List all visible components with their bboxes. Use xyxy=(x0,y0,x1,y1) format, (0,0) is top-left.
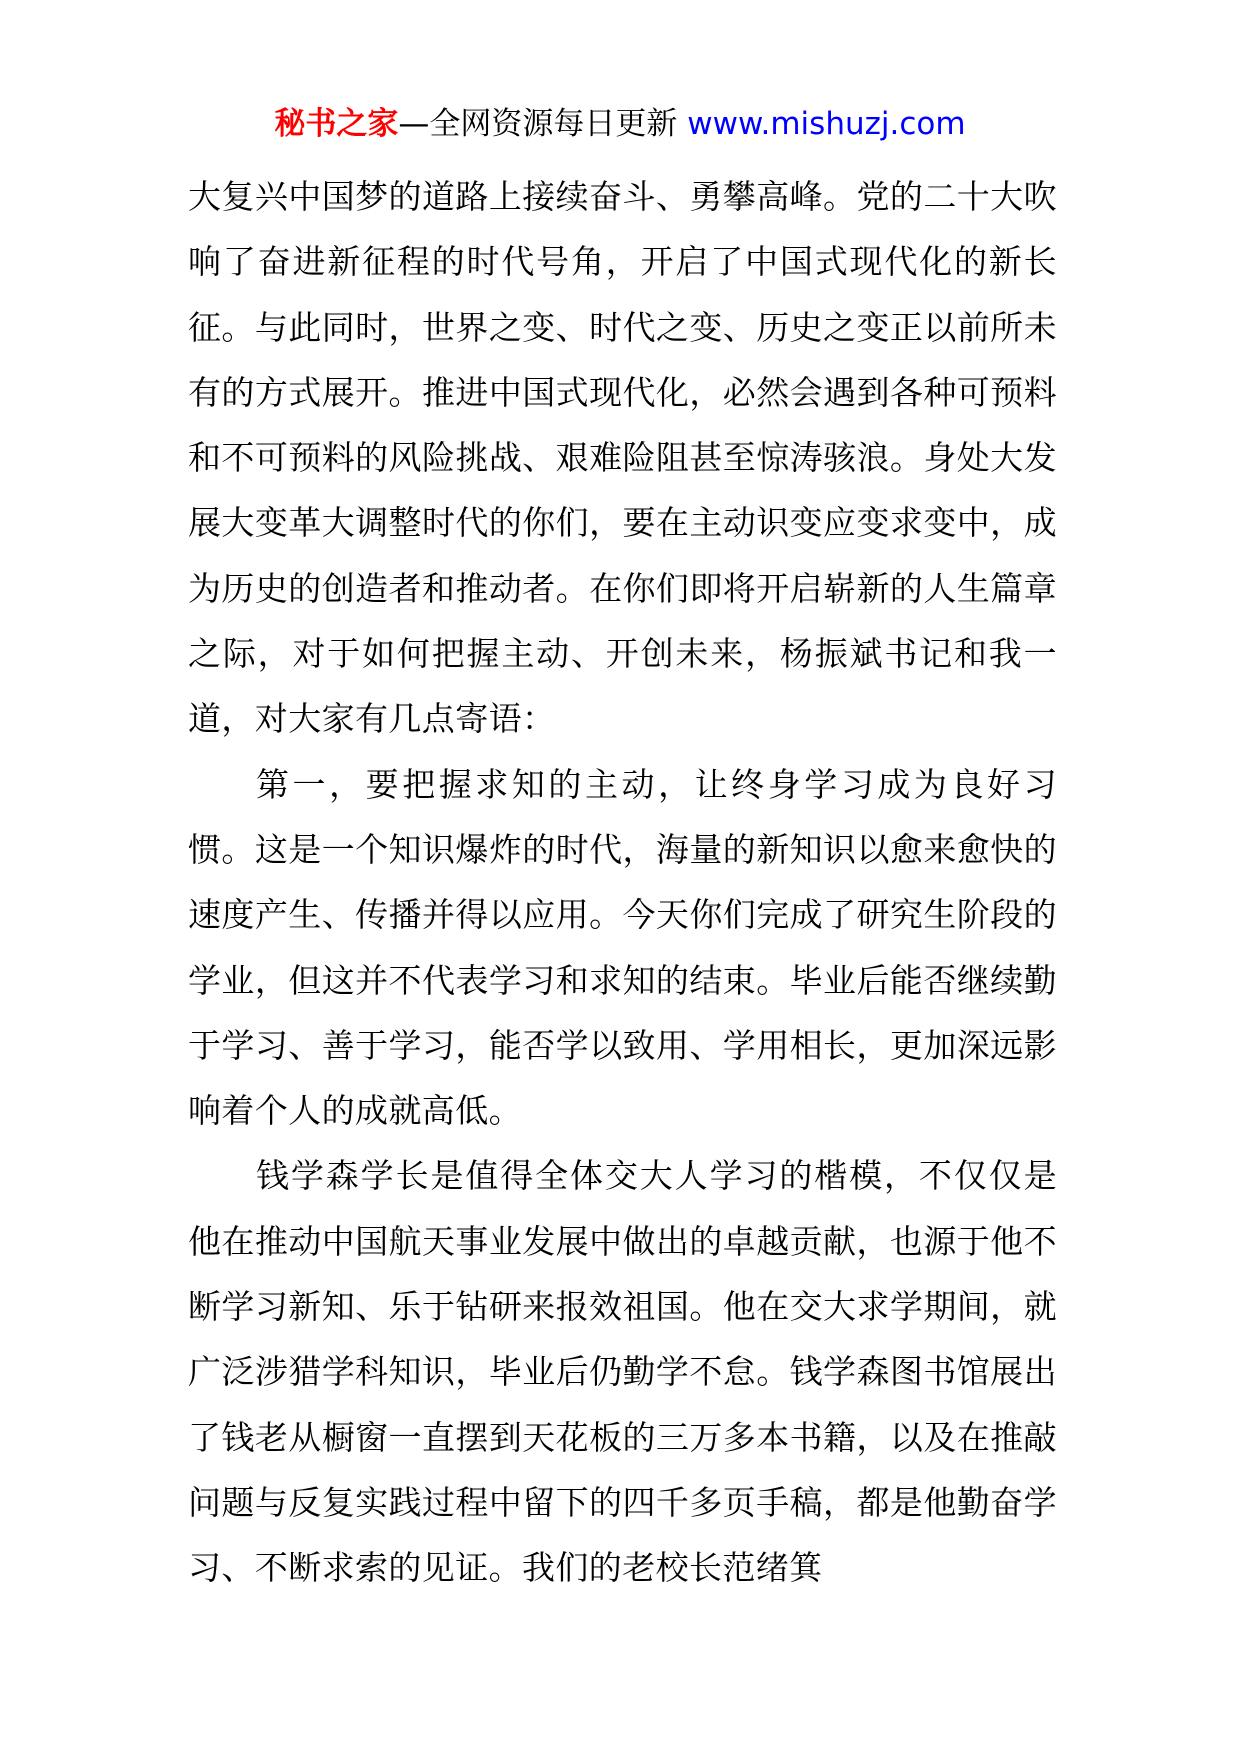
paragraph-qian-xuesen: 钱学森学长是值得全体交大人学习的楷模，不仅仅是他在推动中国航天事业发展中做出的卓越贡献，也源于他不断学习新知、乐于钻研来报效祖国。他在交大求学期间，就广泛涉猎学科知识，毕业后仍勤学不怠。钱学森图书馆展出了钱老从橱窗一直摆到天花板的三万多本书籍，以及在推敲问题与反复实践过程中留下的四千多页手稿，都是他勤奋学习、不断求索的见证。我们的老校长范绪箕 xyxy=(188,1156,1057,1588)
page-header xyxy=(0,102,1240,146)
site-tagline: —全网资源每日更新 xyxy=(398,106,688,142)
site-brand: 秘书之家 xyxy=(274,106,399,142)
site-url-link[interactable]: www.mishuzj.com xyxy=(687,106,966,142)
paragraph-point-one: 第一，要把握求知的主动，让终身学习成为良好习惯。这是一个知识爆炸的时代，海量的新知识以愈来愈快的速度产生、传播并得以应用。今天你们完成了研究生阶段的学业，但这并不代表学习和求知的结束。毕业后能否继续勤于学习、善于学习，能否学以致用、学用相长，更加深远影响着个人的成就高低。 xyxy=(188,764,1057,1131)
paragraph-continued: 大复兴中国梦的道路上接续奋斗、勇攀高峰。党的二十大吹响了奋进新征程的时代号角，开启了中国式现代化的新长征。与此同时，世界之变、时代之变、历史之变正以前所未有的方式展开。推进中国式现代化，必然会遇到各种可预料和不可预料的风险挑战、艰难险阻甚至惊涛骇浪。身处大发展大变革大调整时代的你们，要在主动识变应变求变中，成为历史的创造者和推动者。在你们即将开启崭新的人生篇章之际，对于如何把握主动、开创未来，杨振斌书记和我一道，对大家有几点寄语： xyxy=(188,177,1057,739)
document-body xyxy=(188,164,1057,1601)
